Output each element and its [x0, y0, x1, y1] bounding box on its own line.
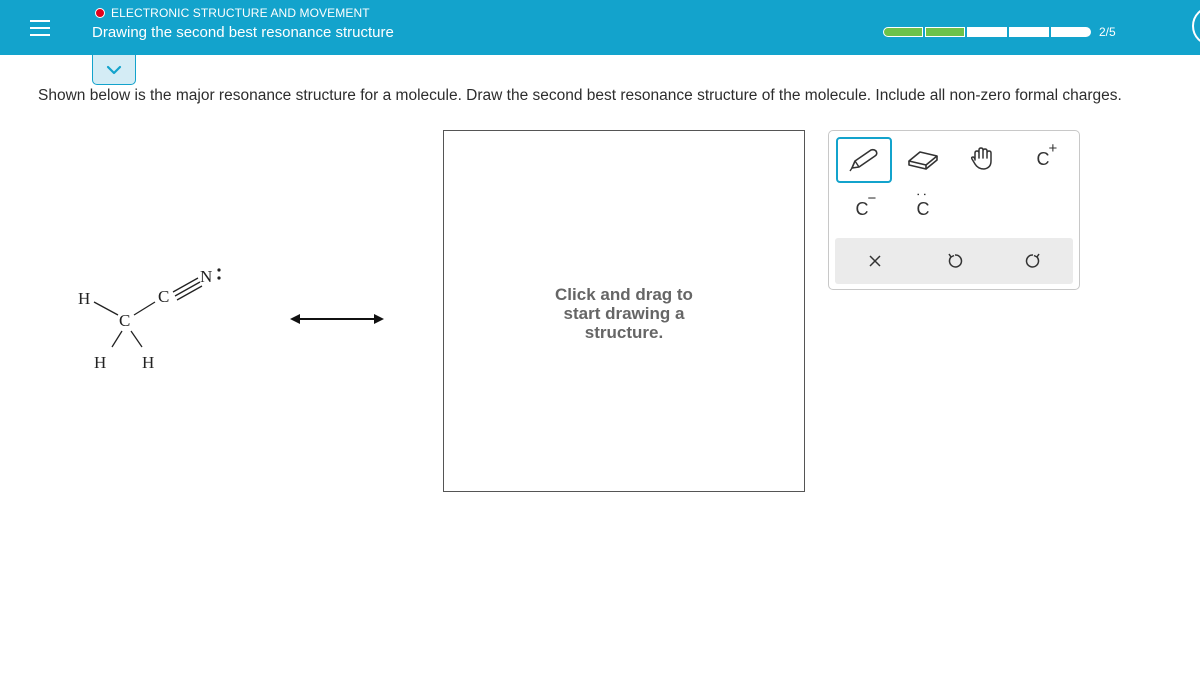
chevron-down-icon	[106, 65, 122, 75]
redo-button[interactable]	[1003, 238, 1063, 284]
topic-label: ELECTRONIC STRUCTURE AND MOVEMENT	[111, 6, 370, 20]
hand-tool[interactable]	[957, 137, 1009, 181]
clear-button[interactable]	[845, 238, 905, 284]
progress-segment	[967, 27, 1007, 37]
redo-icon	[1024, 252, 1042, 270]
drawing-toolbox	[828, 130, 1080, 290]
atom-n: N	[200, 267, 213, 286]
question-text: Shown below is the major resonance structure for a molecule. Draw the second best resonance structure of the molecule. Include all non-zero formal charges.	[38, 87, 1122, 104]
canvas-hint-line: structure.	[584, 323, 664, 342]
progress-text: 2/5	[1099, 25, 1116, 39]
resonance-arrow-icon	[288, 310, 386, 328]
canvas-hint-line: Click and drag to	[555, 285, 693, 304]
bond-line	[112, 331, 122, 347]
lone-pair-tool[interactable]	[897, 187, 949, 231]
atom-c-nitrile: C	[158, 287, 170, 306]
eraser-tool[interactable]	[897, 137, 949, 181]
bond-line	[94, 302, 118, 315]
canvas-hint-line: start drawing a	[563, 304, 685, 323]
progress-segment	[883, 27, 923, 37]
action-bar	[835, 238, 1073, 284]
tool-charge-sign: −	[867, 189, 877, 207]
tool-lone-pair-dots: :	[913, 191, 931, 199]
topic-status-dot	[95, 8, 105, 18]
page-title: Drawing the second best resonance structure	[92, 24, 394, 41]
bond-line	[134, 302, 155, 315]
progress-segment	[1051, 27, 1091, 37]
hand-icon	[969, 146, 997, 172]
tool-atom-label: C	[916, 198, 930, 219]
tool-atom-label: C	[1036, 148, 1050, 169]
pencil-icon	[847, 147, 881, 173]
eraser-icon	[906, 147, 940, 171]
progress-segment	[1009, 27, 1049, 37]
undo-button[interactable]	[925, 238, 985, 284]
lone-pair-icon	[913, 191, 931, 220]
hamburger-icon	[29, 18, 51, 38]
drawing-canvas[interactable]	[443, 130, 805, 492]
molecule-structure	[70, 255, 270, 385]
topic-heading	[95, 6, 370, 20]
undo-icon	[946, 252, 964, 270]
lone-pair-dot	[217, 268, 220, 271]
positive-charge-tool[interactable]	[1017, 137, 1069, 181]
atom-h-right: H	[142, 353, 155, 372]
atom-h-top: H	[78, 289, 91, 308]
progress-segment	[925, 27, 965, 37]
atom-c-center: C	[119, 311, 131, 330]
negative-charge-tool[interactable]	[836, 187, 888, 231]
avatar[interactable]	[1192, 6, 1200, 46]
menu-button[interactable]	[0, 0, 80, 55]
top-bar	[0, 0, 1200, 55]
tool-atom-label: C	[855, 198, 869, 219]
collapse-header-button[interactable]	[92, 55, 136, 85]
atom-h-left: H	[94, 353, 107, 372]
pencil-tool[interactable]	[836, 137, 892, 183]
bond-line	[131, 331, 142, 347]
progress-bar	[883, 25, 1116, 39]
canvas-hint	[444, 285, 804, 342]
lone-pair-dot	[217, 276, 220, 279]
close-icon	[868, 254, 882, 268]
negative-charge-icon	[855, 189, 877, 220]
positive-charge-icon	[1036, 139, 1058, 170]
tool-charge-sign: +	[1048, 139, 1058, 157]
